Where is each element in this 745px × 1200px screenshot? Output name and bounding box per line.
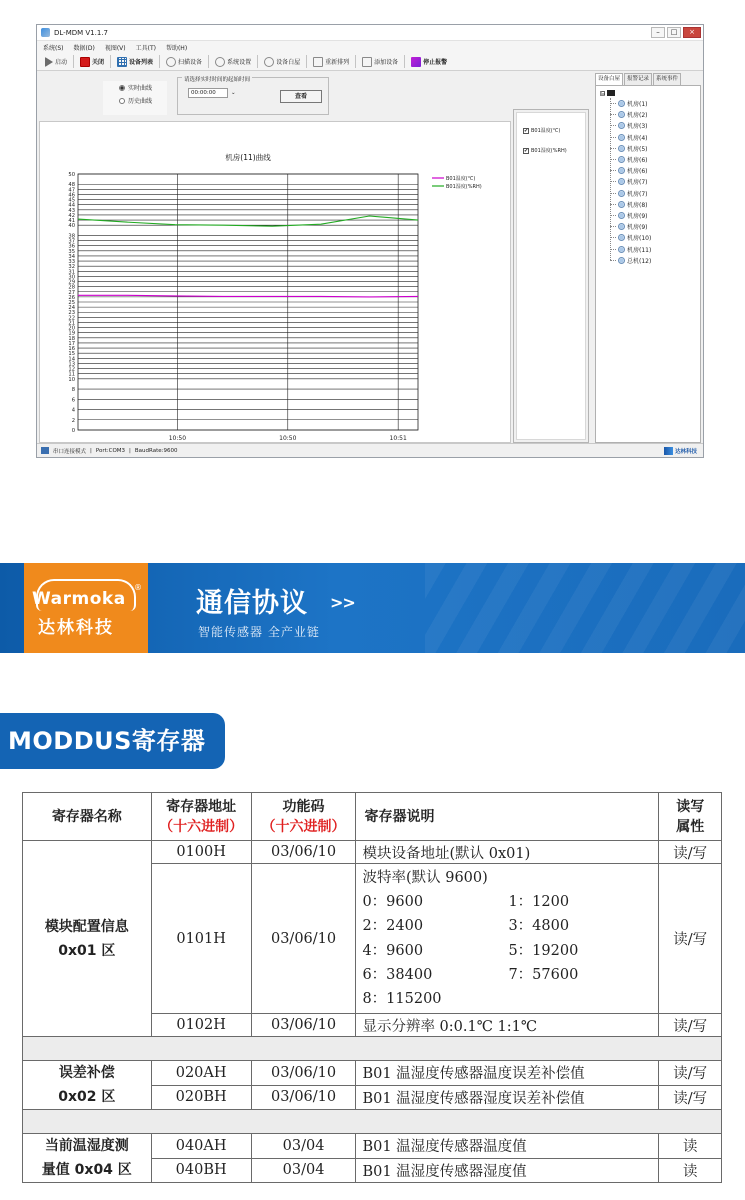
corp-name: 达林科技 <box>674 448 697 455</box>
register-table <box>22 792 722 1183</box>
y-tick-label: 6 <box>71 397 75 404</box>
device-tree-label: 总机(12) <box>627 257 652 265</box>
add-device-button[interactable] <box>358 54 402 69</box>
y-tick-label: 11 <box>68 371 75 378</box>
brand-logo <box>24 563 148 653</box>
y-tick-label: 34 <box>68 253 75 260</box>
start-time-group <box>177 77 329 115</box>
y-tick-label: 36 <box>68 243 75 250</box>
y-tick-label: 46 <box>68 192 75 199</box>
device-list-label: 设备列表 <box>129 59 154 66</box>
temperature-series-toggle[interactable] <box>523 127 560 134</box>
close-button[interactable] <box>76 54 108 69</box>
y-tick-label: 31 <box>68 269 75 276</box>
chart-title: 机房(11)曲线 <box>225 153 271 162</box>
device-tree-item[interactable] <box>610 109 648 120</box>
baud-option: 5：19200 <box>508 942 579 959</box>
y-tick-label: 20 <box>68 325 75 332</box>
y-tick-label: 16 <box>68 346 75 353</box>
scan-device-label: 扫描设备 <box>178 59 203 66</box>
read-write-attr: 读/写 <box>659 1061 722 1086</box>
y-tick-label: 47 <box>68 187 75 194</box>
register-description: B01 温湿度传感器湿度值 <box>356 1158 659 1183</box>
tree-connector <box>610 148 616 149</box>
tree-connector <box>610 159 616 160</box>
tree-connector <box>610 137 616 138</box>
header-register-address: 寄存器地址 （十六进制） <box>151 793 251 841</box>
legend-label: B01温度(℃) <box>446 176 476 182</box>
device-node-icon <box>618 212 625 219</box>
baud-option: 4：9600 <box>362 942 424 959</box>
device-tree-item[interactable] <box>610 176 648 187</box>
app-logo-icon <box>41 28 50 37</box>
register-address: 0100H <box>151 841 251 864</box>
device-node-icon <box>618 167 625 174</box>
y-tick-label: 25 <box>68 300 75 306</box>
tree-connector <box>610 193 616 194</box>
y-tick-label: 29 <box>68 279 75 286</box>
table-spacer-row <box>23 1037 722 1061</box>
close-icon[interactable]: × <box>683 27 701 38</box>
device-tree-item[interactable] <box>610 98 648 109</box>
device-tree-item[interactable] <box>610 143 648 154</box>
device-tree-item[interactable] <box>610 255 651 266</box>
register-address: 0101H <box>151 864 251 1014</box>
header-register-name: 寄存器名称 <box>23 793 152 841</box>
table-spacer-row <box>23 1110 722 1134</box>
folder-icon <box>607 90 615 96</box>
menu-system[interactable]: 系统(S) <box>43 44 64 52</box>
gear-icon <box>215 57 225 67</box>
y-tick-label: 48 <box>68 182 75 189</box>
series-toggle-list <box>516 112 586 440</box>
baud-option: 2：2400 <box>362 918 424 935</box>
tree-connector <box>610 114 616 115</box>
menu-tools[interactable]: 工具(T) <box>135 44 156 52</box>
play-icon <box>45 57 53 67</box>
device-tree-label: 机房(6) <box>627 157 648 164</box>
device-tree-item[interactable] <box>610 154 648 165</box>
register-description: 显示分辨率 0:0.1℃ 1:1℃ <box>356 1014 659 1037</box>
table-row <box>23 841 722 864</box>
rearrange-label: 重新排列 <box>325 59 350 66</box>
stop-alarm-button[interactable] <box>407 54 451 69</box>
header-register-description: 寄存器说明 <box>356 793 659 841</box>
function-code: 03/06/10 <box>251 1014 356 1037</box>
realtime-radio[interactable] <box>103 81 167 94</box>
baud-option: 7：57600 <box>508 966 579 983</box>
corp-logo-icon <box>664 447 673 455</box>
y-tick-label: 42 <box>68 212 75 219</box>
series-toggle-panel <box>513 109 589 443</box>
registered-mark: ® <box>134 583 142 592</box>
y-tick-label: 14 <box>68 356 75 363</box>
rearrange-button[interactable] <box>309 54 353 69</box>
system-settings-label: 系统设置 <box>227 59 252 66</box>
group-error-compensation: 误差补偿 0x02 区 <box>23 1061 152 1110</box>
table-header-row <box>23 793 722 841</box>
baudrate-title: 波特率(默认 9600) <box>362 870 488 886</box>
baud-option: 0：9600 <box>362 894 424 911</box>
radio-unselected-icon <box>119 98 125 104</box>
y-tick-label: 21 <box>68 320 75 327</box>
device-icon <box>264 57 274 67</box>
history-label: 历史曲线 <box>128 98 153 105</box>
realtime-label: 实时曲线 <box>128 85 153 92</box>
tree-root[interactable] <box>600 90 615 96</box>
device-tree-label: 机房(7) <box>627 179 648 187</box>
register-description: B01 温湿度传感器温度误差补偿值 <box>356 1061 659 1086</box>
curve-mode-group <box>103 81 167 115</box>
curve-controls <box>37 73 513 119</box>
y-tick-label: 28 <box>68 284 75 291</box>
tree-connector <box>610 103 616 104</box>
port-status: Port:COM3 <box>95 447 126 454</box>
baudrate-status: BaudRate:9600 <box>134 447 178 454</box>
alarm-off-icon <box>411 57 421 67</box>
protocol-banner <box>0 563 745 653</box>
banner-subtitle: 智能传感器 全产业链 <box>198 625 320 639</box>
header-read-write: 读写 属性 <box>659 793 722 841</box>
tree-connector <box>610 237 616 238</box>
toolbar-divider <box>73 55 74 68</box>
device-tree-item[interactable] <box>610 210 648 221</box>
device-tree-label: 机房(9) <box>627 224 648 232</box>
device-panel-tabs <box>593 73 703 85</box>
corp-badge <box>664 447 697 455</box>
y-tick-label: 17 <box>68 340 75 347</box>
menu-bar <box>37 41 703 53</box>
y-tick-label: 43 <box>68 207 75 214</box>
checkbox-checked-icon: ✔ <box>524 127 529 134</box>
toolbar-divider <box>110 55 111 68</box>
app-window <box>36 24 704 458</box>
y-tick-label: 12 <box>68 366 75 373</box>
x-tick-label: 10:50 <box>168 435 187 442</box>
device-node-icon <box>618 257 625 264</box>
device-list-button[interactable] <box>113 54 157 69</box>
device-node-icon <box>618 145 625 152</box>
device-tree-item[interactable] <box>610 199 648 210</box>
device-node-icon <box>618 134 625 141</box>
chart-panel <box>39 121 511 443</box>
device-tree-item[interactable] <box>610 232 651 243</box>
query-button[interactable]: 查看 <box>280 90 322 103</box>
window-controls <box>651 25 703 40</box>
radio-selected-icon <box>119 85 125 91</box>
baud-option: 1：1200 <box>508 894 570 911</box>
close-label: 关闭 <box>92 59 105 66</box>
tab-system-events[interactable]: 系统事件 <box>653 73 681 85</box>
system-settings-button[interactable] <box>211 54 255 69</box>
y-tick-label: 44 <box>68 202 75 209</box>
scan-device-button[interactable] <box>162 54 206 69</box>
device-tree-item[interactable] <box>610 188 648 199</box>
baud-option: 8：115200 <box>362 991 442 1008</box>
window-title: DL-MDM V1.1.7 <box>54 28 108 37</box>
search-icon <box>166 57 176 67</box>
tree-connector <box>610 125 616 126</box>
read-write-attr: 读 <box>659 1158 722 1183</box>
minimize-icon[interactable]: – <box>651 27 665 38</box>
series-line <box>78 216 418 226</box>
function-code: 03/06/10 <box>251 864 356 1014</box>
register-description: B01 温湿度传感器湿度误差补偿值 <box>356 1085 659 1110</box>
device-node-icon <box>618 246 625 253</box>
start-button[interactable] <box>41 54 71 69</box>
connection-icon <box>41 447 49 454</box>
device-panel <box>593 73 703 443</box>
add-device-icon <box>362 57 372 67</box>
tree-connector <box>610 249 616 250</box>
register-address: 0102H <box>151 1014 251 1037</box>
curve-chart <box>40 122 512 444</box>
device-tree-label: 机房(3) <box>627 123 648 131</box>
function-code: 03/06/10 <box>251 1085 356 1110</box>
maximize-icon[interactable]: □ <box>667 27 681 38</box>
y-tick-label: 26 <box>68 294 75 301</box>
device-tree <box>595 85 701 443</box>
register-description: 模块设备地址(默认 0x01) <box>356 841 659 864</box>
legend-label: B01湿度(%RH) <box>446 184 482 190</box>
device-tree-label: 机房(1) <box>627 101 648 108</box>
table-row <box>23 1134 722 1159</box>
device-node-icon <box>618 156 625 163</box>
tree-connector <box>610 226 616 227</box>
read-write-attr: 读 <box>659 1134 722 1159</box>
connection-mode: 串口连接模式 <box>53 448 87 455</box>
table-row <box>23 1061 722 1086</box>
toolbar-divider <box>355 55 356 68</box>
device-tree-item[interactable] <box>610 120 648 131</box>
baudrate-options <box>362 890 658 1011</box>
tree-connector <box>610 181 616 182</box>
device-tree-label: 机房(10) <box>627 235 652 243</box>
device-tree-label: 机房(4) <box>627 134 648 142</box>
device-tree-item[interactable] <box>610 244 651 255</box>
device-node-icon <box>618 111 625 118</box>
menu-data[interactable]: 数据(D) <box>73 44 95 52</box>
y-tick-label: 37 <box>68 238 75 245</box>
y-tick-label: 35 <box>68 248 75 255</box>
y-tick-label: 2 <box>71 417 75 424</box>
spacer-cell <box>23 1110 722 1134</box>
device-tree-item[interactable] <box>610 165 648 176</box>
device-tree-label: 机房(11) <box>627 246 652 254</box>
banner-arrows: >> <box>330 593 355 612</box>
baud-option: 6：38400 <box>362 966 433 983</box>
y-tick-label: 32 <box>68 264 75 271</box>
tree-connector <box>610 215 616 216</box>
banner-title: 通信协议 <box>196 588 308 619</box>
start-time-input[interactable]: 00:00:00 <box>188 88 228 98</box>
device-node-icon <box>618 223 625 230</box>
function-code: 03/06/10 <box>251 841 356 864</box>
register-address: 040BH <box>151 1158 251 1183</box>
humidity-series-label: B01湿度(%RH) <box>531 148 567 154</box>
y-tick-label: 45 <box>68 197 75 204</box>
function-code: 03/04 <box>251 1134 356 1159</box>
device-tree-label: 机房(7) <box>627 190 648 198</box>
stop-icon <box>80 57 90 67</box>
register-description: B01 温湿度传感器温度值 <box>356 1134 659 1159</box>
device-panel-label: 设备白屋 <box>276 59 301 66</box>
status-divider: | <box>129 447 131 454</box>
register-address: 040AH <box>151 1134 251 1159</box>
header-function-code: 功能码 （十六进制） <box>251 793 356 841</box>
arrange-icon <box>313 57 323 67</box>
humidity-series-toggle[interactable] <box>523 147 567 154</box>
start-time-legend: 请选择实时时间的起始时间 <box>184 77 251 83</box>
baudrate-description <box>356 864 659 1014</box>
tree-connector <box>610 170 616 171</box>
toolbar-divider <box>257 55 258 68</box>
y-tick-label: 15 <box>68 351 75 358</box>
x-tick-label: 10:50 <box>279 435 297 442</box>
y-tick-label: 30 <box>68 274 75 281</box>
toolbar-divider <box>208 55 209 68</box>
menu-view[interactable]: 视图(V) <box>104 44 126 52</box>
read-write-attr: 读/写 <box>659 1014 722 1037</box>
device-node-icon <box>618 190 625 197</box>
logo-chinese-name: 达林科技 <box>38 618 114 638</box>
menu-help[interactable]: 帮助(H) <box>165 44 188 52</box>
read-write-attr: 读/写 <box>659 864 722 1014</box>
logo-wordmark: Warmoka <box>32 589 126 609</box>
y-tick-label: 33 <box>68 259 75 266</box>
y-tick-label: 8 <box>71 387 75 394</box>
tab-device-room[interactable]: 设备白屋 <box>595 73 623 85</box>
device-tree-label: 机房(8) <box>627 201 648 209</box>
toolbar-divider <box>404 55 405 68</box>
title-bar <box>37 25 703 41</box>
tree-connector <box>610 260 616 261</box>
function-code: 03/04 <box>251 1158 356 1183</box>
status-bar <box>37 443 703 457</box>
y-tick-label: 23 <box>68 310 75 317</box>
y-tick-label: 41 <box>68 218 75 225</box>
y-tick-label: 19 <box>68 330 75 337</box>
y-tick-label: 27 <box>68 289 75 296</box>
history-radio[interactable] <box>103 94 167 107</box>
device-node-icon <box>618 234 625 241</box>
collapse-icon[interactable]: ⊟ <box>601 90 606 97</box>
read-write-attr: 读/写 <box>659 841 722 864</box>
stop-alarm-label: 停止报警 <box>423 59 448 66</box>
y-tick-label: 24 <box>68 305 75 312</box>
add-device-label: 添加设备 <box>374 59 399 66</box>
checkbox-checked-icon: ✔ <box>524 147 529 154</box>
temperature-series-label: B01温度(℃) <box>531 128 561 134</box>
y-tick-label: 38 <box>68 233 75 240</box>
group-module-config: 模块配置信息 0x01 区 <box>23 841 152 1037</box>
y-tick-label: 0 <box>71 428 75 434</box>
tab-alarm-records[interactable]: 报警记录 <box>624 73 652 85</box>
baud-option: 3：4800 <box>508 918 570 935</box>
device-tree-item[interactable] <box>610 132 648 143</box>
group-current-measurements: 当前温湿度测 量值 0x04 区 <box>23 1134 152 1183</box>
spacer-cell <box>23 1037 722 1061</box>
y-tick-label: 18 <box>68 335 75 342</box>
section-label: MODDUS寄存器 <box>0 713 225 769</box>
device-node-icon <box>618 178 625 185</box>
y-tick-label: 40 <box>68 223 75 230</box>
register-address: 020AH <box>151 1061 251 1086</box>
function-code: 03/06/10 <box>251 1061 356 1086</box>
read-write-attr: 读/写 <box>659 1085 722 1110</box>
y-tick-label: 4 <box>71 407 75 414</box>
time-dropdown-icon[interactable]: ⌄ <box>231 90 236 96</box>
y-tick-label: 10 <box>68 376 75 383</box>
y-tick-label: 50 <box>68 172 75 178</box>
toolbar-divider <box>306 55 307 68</box>
device-panel-button[interactable] <box>260 54 304 69</box>
y-tick-label: 13 <box>68 361 75 368</box>
start-label: 启动 <box>55 59 68 66</box>
device-tree-label: 机房(9) <box>627 213 648 220</box>
toolbar <box>37 53 703 71</box>
device-node-icon <box>618 122 625 129</box>
device-node-icon <box>618 100 625 107</box>
y-tick-label: 22 <box>68 315 75 322</box>
device-node-icon <box>618 201 625 208</box>
device-tree-label: 机房(6) <box>627 168 648 176</box>
x-tick-label: 10:51 <box>389 435 407 442</box>
tree-connector <box>610 204 616 205</box>
device-tree-label: 机房(5) <box>627 145 648 153</box>
toolbar-divider <box>159 55 160 68</box>
grid-icon <box>117 57 127 67</box>
status-divider: | <box>90 447 92 454</box>
device-tree-label: 机房(2) <box>627 112 648 120</box>
device-tree-item[interactable] <box>610 221 648 232</box>
register-address: 020BH <box>151 1085 251 1110</box>
